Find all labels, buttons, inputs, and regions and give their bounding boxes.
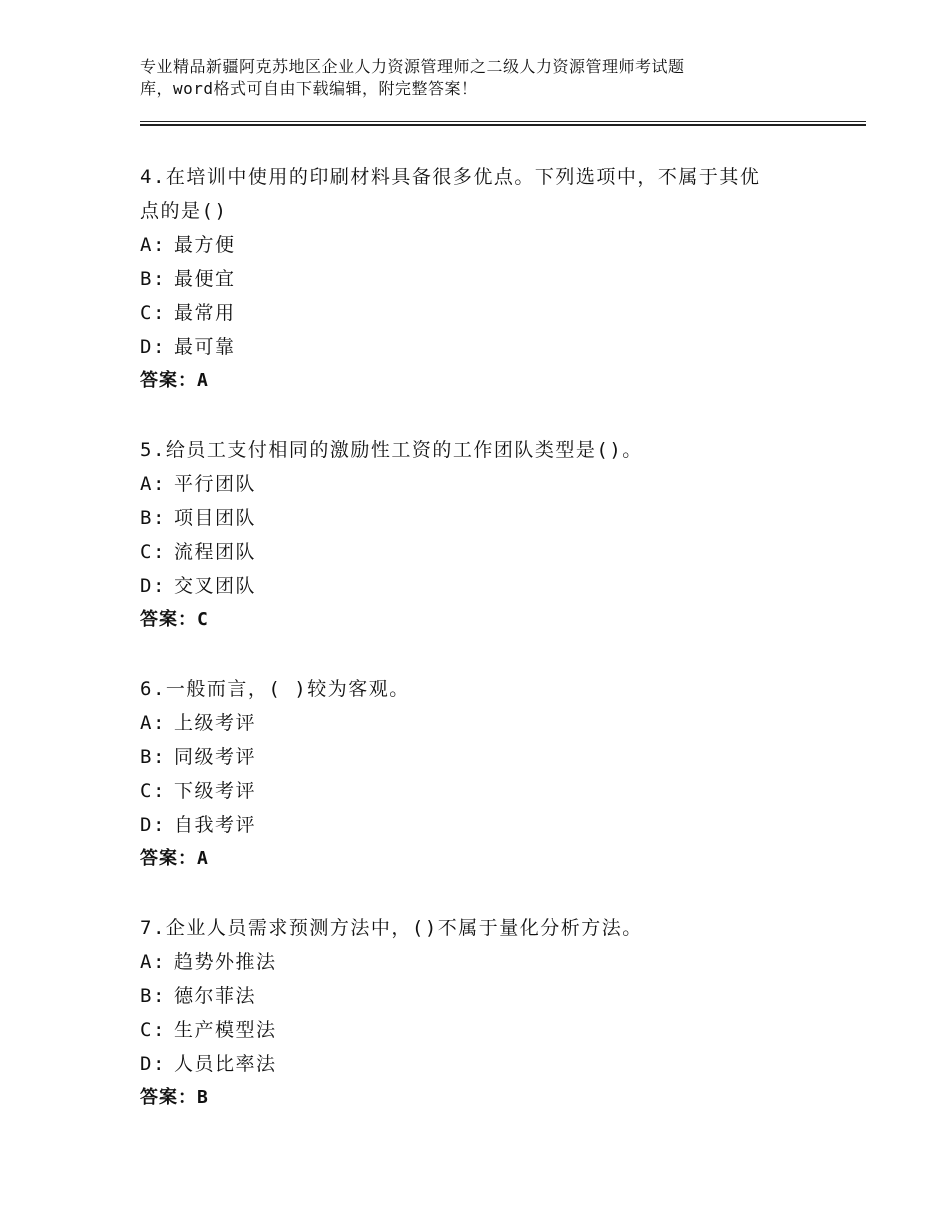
option-d <box>140 1047 840 1081</box>
option-text: 趋势外推法 <box>174 951 277 973</box>
answer-label: 答案： <box>140 848 197 869</box>
option-c <box>140 535 840 569</box>
option-key: D: <box>140 1053 166 1075</box>
option-text: 最便宜 <box>174 268 236 290</box>
option-key: C: <box>140 780 166 802</box>
option-key: D: <box>140 575 166 597</box>
option-text: 同级考评 <box>174 746 257 768</box>
question-text-line: 5.给员工支付相同的激励性工资的工作团队类型是()。 <box>140 439 643 461</box>
option-d <box>140 808 840 842</box>
option-c <box>140 774 840 808</box>
question-7 <box>140 911 840 1115</box>
answer-line <box>140 603 840 637</box>
option-d <box>140 569 840 603</box>
option-c <box>140 1013 840 1047</box>
answer-value: C <box>197 609 209 630</box>
option-text: 德尔菲法 <box>174 985 257 1007</box>
header-line-1: 专业精品新疆阿克苏地区企业人力资源管理师之二级人力资源管理师考试题 <box>140 57 685 76</box>
answer-line <box>140 364 840 398</box>
option-text: 最可靠 <box>174 336 236 358</box>
option-key: C: <box>140 302 166 324</box>
option-key: C: <box>140 541 166 563</box>
option-a <box>140 228 840 262</box>
option-b <box>140 501 840 535</box>
option-text: 项目团队 <box>174 507 257 529</box>
question-text-line: 6.一般而言，( )较为客观。 <box>140 678 410 700</box>
answer-line <box>140 1081 840 1115</box>
option-key: C: <box>140 1019 166 1041</box>
option-key: B: <box>140 746 166 768</box>
option-key: B: <box>140 985 166 1007</box>
option-b <box>140 979 840 1013</box>
option-text: 上级考评 <box>174 712 257 734</box>
header-divider-thick <box>140 124 866 126</box>
option-text: 自我考评 <box>174 814 257 836</box>
option-text: 交叉团队 <box>174 575 257 597</box>
option-d <box>140 330 840 364</box>
question-5 <box>140 433 840 637</box>
option-text: 平行团队 <box>174 473 257 495</box>
answer-label: 答案： <box>140 609 197 630</box>
option-key: A: <box>140 951 166 973</box>
option-text: 流程团队 <box>174 541 257 563</box>
option-key: B: <box>140 268 166 290</box>
option-key: A: <box>140 712 166 734</box>
answer-line <box>140 842 840 876</box>
option-text: 最方便 <box>174 234 236 256</box>
question-6 <box>140 672 840 876</box>
question-text-line: 4.在培训中使用的印刷材料具备很多优点。下列选项中，不属于其优 <box>140 166 761 188</box>
question-4 <box>140 160 840 398</box>
answer-label: 答案： <box>140 1087 197 1108</box>
option-a <box>140 945 840 979</box>
option-text: 最常用 <box>174 302 236 324</box>
document-header <box>140 56 840 100</box>
option-b <box>140 740 840 774</box>
header-divider-thin <box>140 121 866 122</box>
answer-value: B <box>197 1087 209 1108</box>
header-line-2: 库，word格式可自由下载编辑，附完整答案！ <box>140 79 478 98</box>
question-text-line: 点的是() <box>140 200 228 222</box>
answer-value: A <box>197 848 209 869</box>
option-key: A: <box>140 473 166 495</box>
option-b <box>140 262 840 296</box>
option-text: 生产模型法 <box>174 1019 277 1041</box>
option-key: A: <box>140 234 166 256</box>
option-key: D: <box>140 336 166 358</box>
option-text: 下级考评 <box>174 780 257 802</box>
option-a <box>140 467 840 501</box>
option-text: 人员比率法 <box>174 1053 277 1075</box>
answer-value: A <box>197 370 209 391</box>
option-c <box>140 296 840 330</box>
answer-label: 答案： <box>140 370 197 391</box>
option-key: D: <box>140 814 166 836</box>
option-key: B: <box>140 507 166 529</box>
question-text-line: 7.企业人员需求预测方法中，()不属于量化分析方法。 <box>140 917 643 939</box>
option-a <box>140 706 840 740</box>
